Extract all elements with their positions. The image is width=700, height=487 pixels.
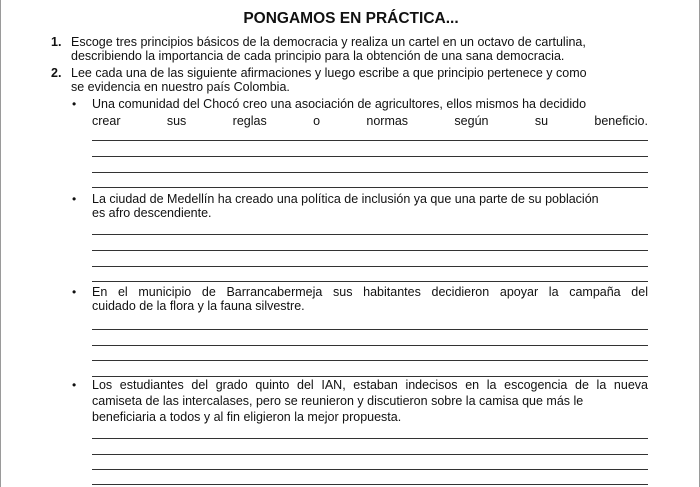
answer-line[interactable]	[92, 234, 648, 235]
statement-word: beneficio.	[594, 114, 648, 128]
statement-line: camiseta de las intercalases, pero se reunieron y discutieron sobre la camisa que más le	[92, 394, 584, 408]
statement-line: En el municipio de Barrancabermeja sus habitantes decidieron apoyar la campaña del	[92, 285, 648, 299]
page-title: PONGAMOS EN PRÁCTICA...	[243, 10, 459, 27]
answer-line[interactable]	[92, 484, 648, 485]
statement-line: beneficiaria a todos y al fin eligieron la mejor propuesta.	[92, 410, 402, 424]
statement-word: normas	[366, 114, 409, 128]
answer-line[interactable]	[92, 454, 648, 455]
statement-line: cuidado de la flora y la fauna silvestre.	[92, 299, 305, 313]
statement-word: su	[534, 114, 549, 128]
answer-line[interactable]	[92, 438, 648, 439]
statement-word: sus	[166, 114, 187, 128]
answer-line[interactable]	[92, 376, 648, 377]
statement-word: crear	[92, 114, 121, 128]
instruction-line: describiendo la importancia de cada principio para la obtención de una sana democracia.	[71, 49, 565, 63]
statement-line-justified	[92, 114, 648, 128]
answer-line[interactable]	[92, 172, 648, 173]
answer-line[interactable]	[92, 250, 648, 251]
bullet-icon: •	[72, 285, 77, 299]
answer-line[interactable]	[92, 266, 648, 267]
answer-line[interactable]	[92, 329, 648, 330]
statement-line: es afro descendiente.	[92, 206, 212, 220]
statement-word: reglas	[232, 114, 267, 128]
bullet-icon: •	[72, 378, 77, 392]
instruction-line: Escoge tres principios básicos de la democracia y realiza un cartel en un octavo de cartulina,	[71, 35, 586, 49]
answer-line[interactable]	[92, 469, 648, 470]
bullet-icon: •	[72, 97, 77, 111]
statement-word: o	[313, 114, 321, 128]
answer-line[interactable]	[92, 156, 648, 157]
statement-word: según	[454, 114, 489, 128]
answer-line[interactable]	[92, 345, 648, 346]
instruction-line: se evidencia en nuestro país Colombia.	[71, 80, 290, 94]
answer-line[interactable]	[92, 187, 648, 188]
statement-line: Una comunidad del Chocó creo una asociación de agricultores, ellos mismos ha decidido	[92, 97, 587, 111]
bullet-icon: •	[72, 192, 77, 206]
instruction-number: 2.	[51, 66, 62, 80]
instruction-number: 1.	[51, 35, 62, 49]
statement-line: La ciudad de Medellín ha creado una política de inclusión ya que una parte de su población	[92, 192, 599, 206]
answer-line[interactable]	[92, 281, 648, 282]
answer-line[interactable]	[92, 140, 648, 141]
instruction-line: Lee cada una de las siguiente afirmaciones y luego escribe a que principio pertenece y como	[71, 66, 587, 80]
answer-line[interactable]	[92, 360, 648, 361]
statement-line: Los estudiantes del grado quinto del IAN, estaban indecisos en la escogencia de la nueva	[92, 378, 648, 392]
